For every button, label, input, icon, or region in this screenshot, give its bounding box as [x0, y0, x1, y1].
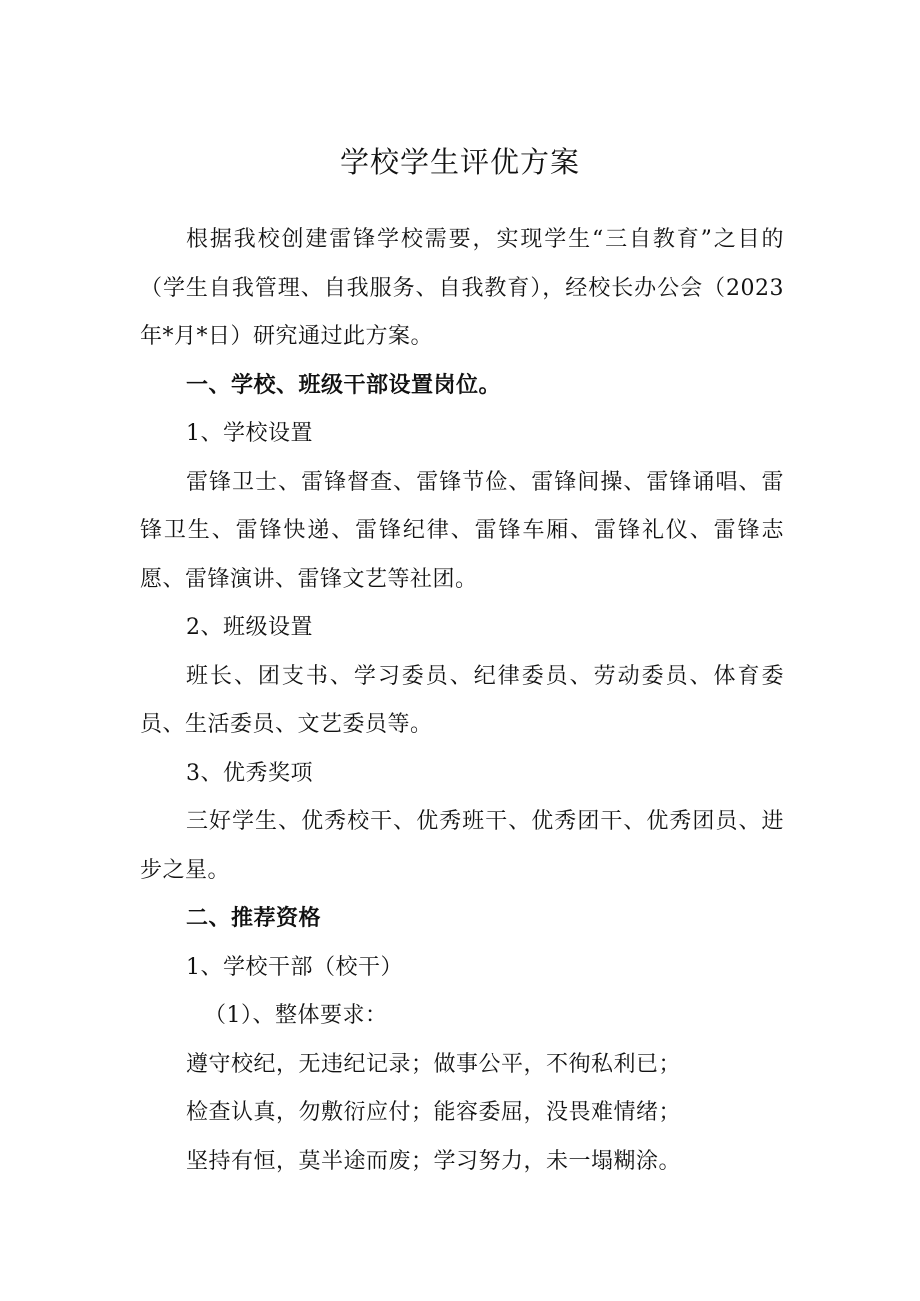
document-title: 学校学生评优方案 — [339, 145, 580, 179]
section-1-sub-2-text: 班长、团支书、学习委员、纪律委员、劳动委员、体育委员、生活委员、文艺委员等。 — [140, 663, 784, 737]
section-1-sub-1-title: 1、学校设置 — [186, 421, 313, 446]
section-1-sub-3-text: 三好学生、优秀校干、优秀班干、优秀团干、优秀团员、进步之星。 — [140, 809, 784, 883]
requirement-line: 检查认真，勿敷衍应付；能容委屈，没畏难情绪； — [186, 1100, 682, 1125]
requirement-line: 坚持有恒，莫半途而废；学习努力，未一塌糊涂。 — [186, 1148, 682, 1174]
section-2-item-1-title: （1）、整体要求： — [204, 1003, 388, 1028]
requirement-line: 遵守校纪，无违纪记录；做事公平，不徇私利已； — [186, 1051, 682, 1077]
intro-paragraph: 根据我校创建雷锋学校需要，实现学生“三自教育”之目的（学生自我管理、自我服务、自我教育），经校长办公会（2023年*月*日）研究通过此方案。 — [140, 227, 784, 349]
section-2-heading: 二、推荐资格 — [186, 906, 322, 931]
section-1-sub-3-title: 3、优秀奖项 — [186, 760, 313, 786]
section-1-heading: 一、学校、班级干部设置岗位。 — [186, 372, 502, 398]
section-1-sub-1-text: 雷锋卫士、雷锋督查、雷锋节俭、雷锋间操、雷锋诵唱、雷锋卫生、雷锋快递、雷锋纪律、雷锋车厢、雷锋礼仪、雷锋志愿、雷锋演讲、雷锋文艺等社团。 — [140, 469, 784, 592]
section-1-sub-2-title: 2、班级设置 — [186, 615, 313, 640]
section-2-sub-1-title: 1、学校干部（校干） — [186, 954, 403, 980]
document-body — [140, 216, 784, 1186]
